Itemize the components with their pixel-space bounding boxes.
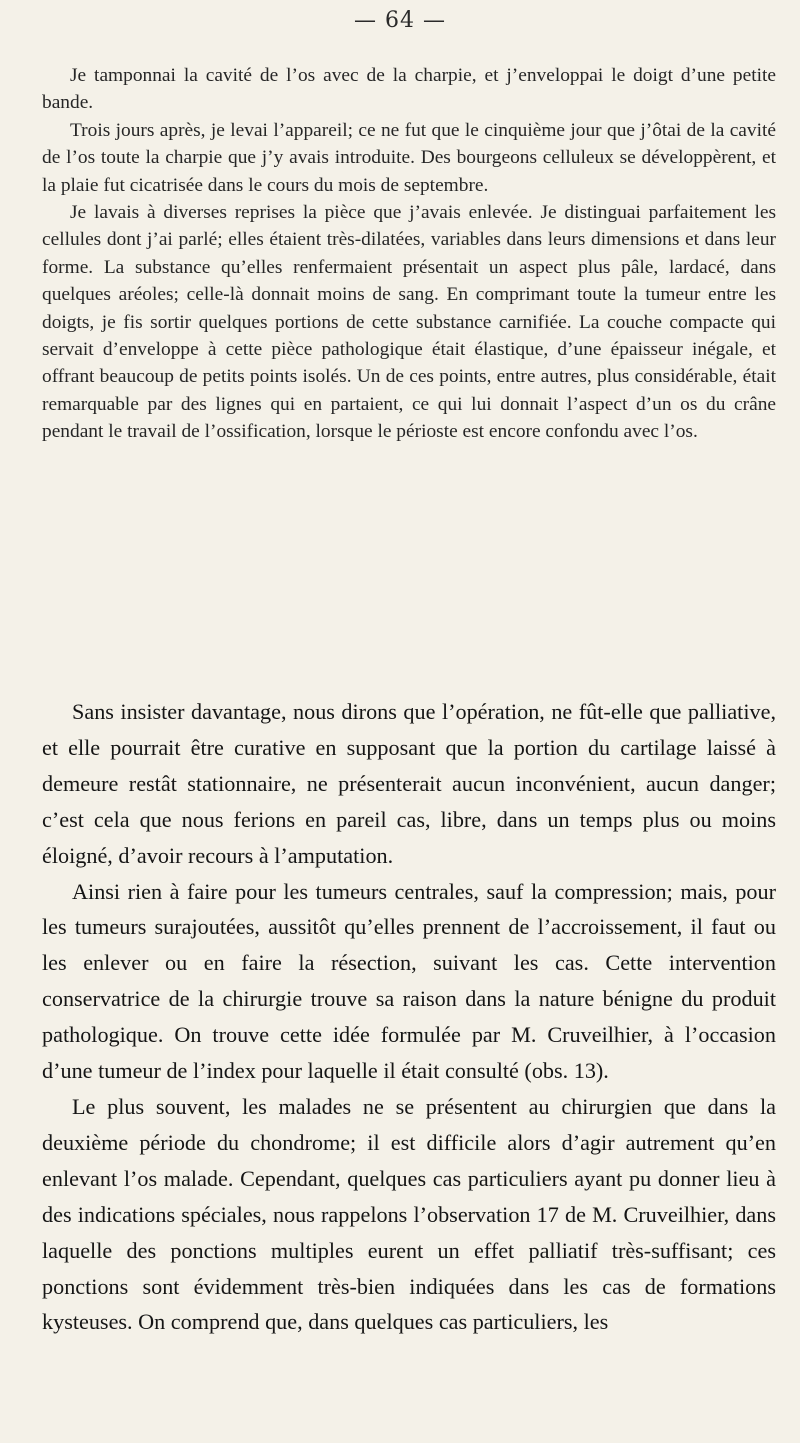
- paragraph-specimen: Je lavais à diverses reprises la pièce que j’avais enlevée. Je distinguai parfaitement les cellules dont j’ai parlé; elles étaient très-dilatées, variables dans leurs dimensions et dans leur forme. La substance qu’elles renfermaient présentait un aspect plus pâle, lardacé, dans quelques aréoles; celle-là donnait moins de sang. En comprimant toute la tumeur entre les doigts, je fis sortir quelques portions de cette substance carnifiée. La couche compacte qui servait d’enveloppe à cette pièce pathologique était élastique, d’une épaisseur inégale, et offrant beaucoup de petits points isolés. Un de ces points, entre autres, plus considérable, était remarquable par des lignes qui en partaient, ce qui lui donnait l’aspect d’un os du crâne pendant le travail de l’ossification, lorsque le périoste est encore confondu avec l’os.: [42, 202, 776, 443]
- small-print-section: [42, 62, 776, 446]
- page-number: — 64 —: [354, 8, 446, 33]
- paragraph-chondrome: Le plus souvent, les malades ne se présentent au chirurgien que dans la deuxième période du chondrome; il est difficile alors d’agir autrement qu’en enlevant l’os malade. Cependant, quelques cas particuliers ayant pu donner lieu à des indications spéciales, nous rappelons l’observation 17 de M. Cruveilhier, dans laquelle des ponctions multiples eurent un effet palliatif très-suffisant; ces ponctions sont évidemment très-bien indiquées dans les cas de formations kysteuses. On comprend que, dans quelques cas particuliers, les: [42, 1093, 776, 1335]
- paragraph-tumeurs: Ainsi rien à faire pour les tumeurs centrales, sauf la compression; mais, pour les tumeurs surajoutées, aussitôt qu’elles prennent de l’accroissement, il faut ou les enlever ou en faire la résection, suivant les cas. Cette intervention conservatrice de la chirurgie trouve sa raison dans la nature bénigne du produit pathologique. On trouve cette idée formulée par M. Cruveilhier, à l’occasion d’une tumeur de l’index pour laquelle il était consulté (obs. 13).: [42, 878, 776, 1084]
- paragraph-three-days: Trois jours après, je levai l’appareil; ce ne fut que le cinquième jour que j’ôtai de la cavité de l’os toute la charpie que j’y avais introduite. Des bourgeons celluleux se développèrent, et la plaie fut cicatrisée dans le cours du mois de septembre.: [42, 119, 776, 196]
- paragraph-bandage: Je tamponnai la cavité de l’os avec de la charpie, et j’enveloppai le doigt d’une petite bande.: [42, 65, 776, 114]
- paragraph-operation: Sans insister davantage, nous dirons que l’opération, ne fût-elle que palliative, et elle pourrait être curative en supposant que la portion du cartilage laissé à demeure restât stationnaire, ne présenterait aucun inconvénient, aucun danger; c’est cela que nous ferions en pareil cas, libre, dans un temps plus ou moins éloigné, d’avoir recours à l’amputation.: [42, 699, 776, 868]
- main-text-section: [42, 694, 776, 1340]
